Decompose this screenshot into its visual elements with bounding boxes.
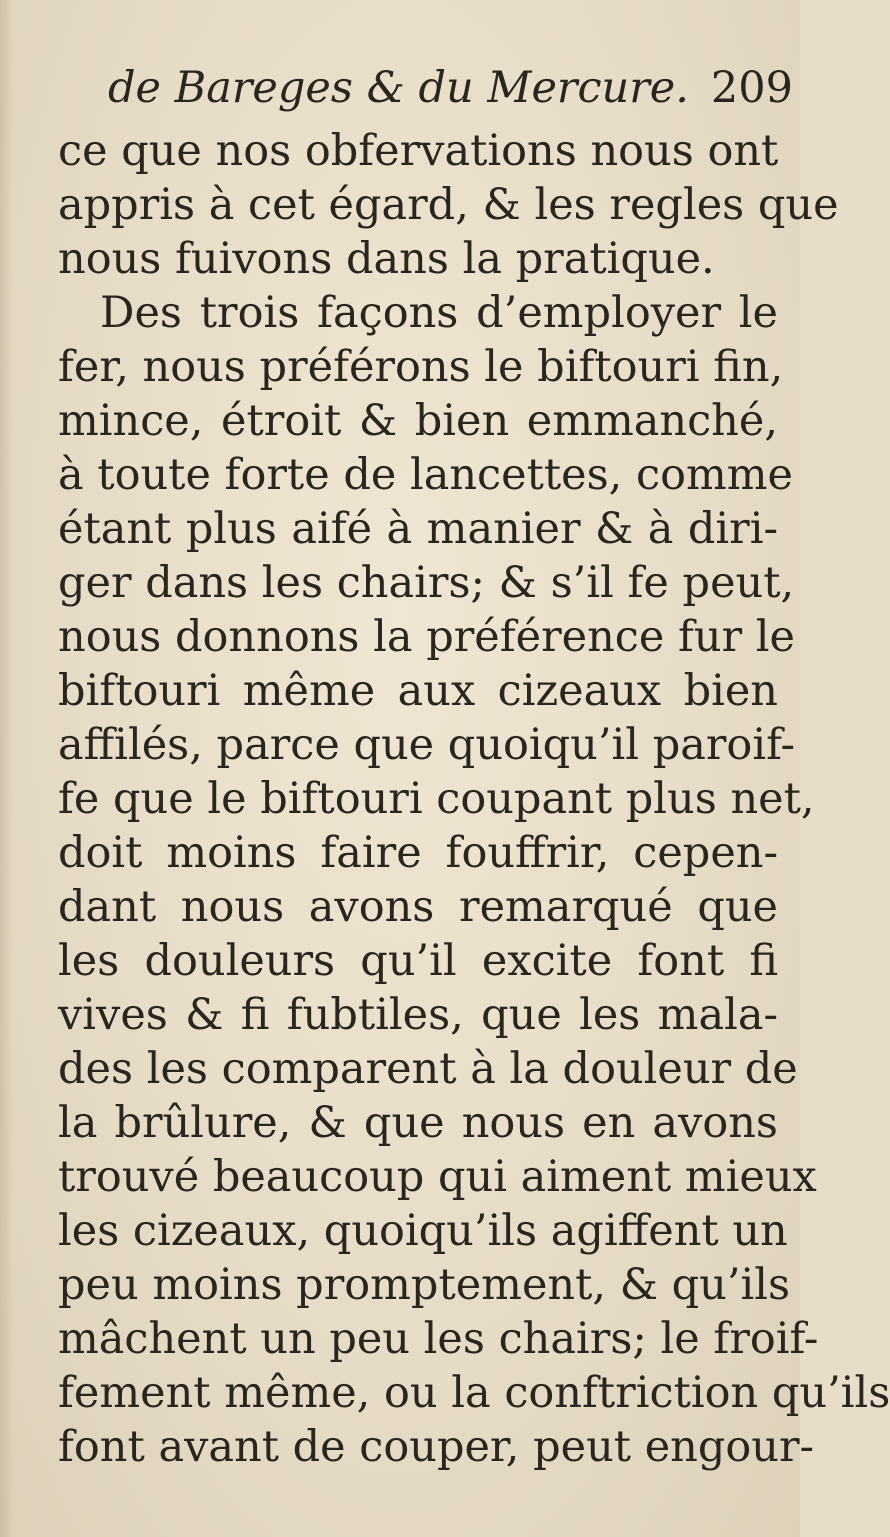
text-line: ger dans les chairs; & s’il fe peut, (58, 558, 795, 608)
text-line: nous fuivons dans la pratique. (58, 234, 715, 284)
text-line: les douleurs qu’il excite font fi (58, 936, 778, 986)
text-line: dant nous avons remarqué que (58, 882, 778, 932)
text-line: mâchent un peu les chairs; le froif- (58, 1314, 819, 1364)
text-line: nous donnons la préférence fur le (58, 612, 796, 662)
text-line: font avant de couper, peut engour- (58, 1422, 815, 1472)
running-title: de Bareges & du Mercure. (108, 63, 689, 113)
text-line: vives & fi fubtiles, que les mala- (58, 990, 778, 1040)
text-line: fer, nous préférons le biftouri fin, (58, 342, 784, 392)
text-line: ce que nos obfervations nous ont (58, 126, 779, 176)
page-gutter-shadow (0, 0, 14, 1537)
text-line: étant plus aifé à manier & à diri- (58, 504, 778, 554)
text-line: appris à cet égard, & les regles que (58, 180, 839, 230)
text-line: trouvé beaucoup qui aiment mieux (58, 1152, 817, 1202)
text-line: Des trois façons d’employer le (100, 288, 778, 338)
text-line: affilés, parce que quoiqu’il paroif- (58, 720, 795, 770)
text-line: à toute forte de lancettes, comme (58, 450, 793, 500)
text-line: peu moins promptement, & qu’ils (58, 1260, 791, 1310)
running-header (108, 62, 793, 114)
text-line: doit moins faire fouffrir, cepen- (58, 828, 778, 878)
text-line: les cizeaux, quoiqu’ils agiffent un (58, 1206, 788, 1256)
text-line: des les comparent à la douleur de (58, 1044, 798, 1094)
text-line: fement même, ou la conftriction qu’ils (58, 1368, 890, 1418)
text-line: la brûlure, & que nous en avons (58, 1098, 778, 1148)
text-line: fe que le biftouri coupant plus net, (58, 774, 815, 824)
text-line: biftouri même aux cizeaux bien (58, 666, 778, 716)
page-number: 209 (710, 63, 793, 113)
text-line: mince, étroit & bien emmanché, (58, 396, 778, 446)
body-text (58, 124, 890, 1474)
